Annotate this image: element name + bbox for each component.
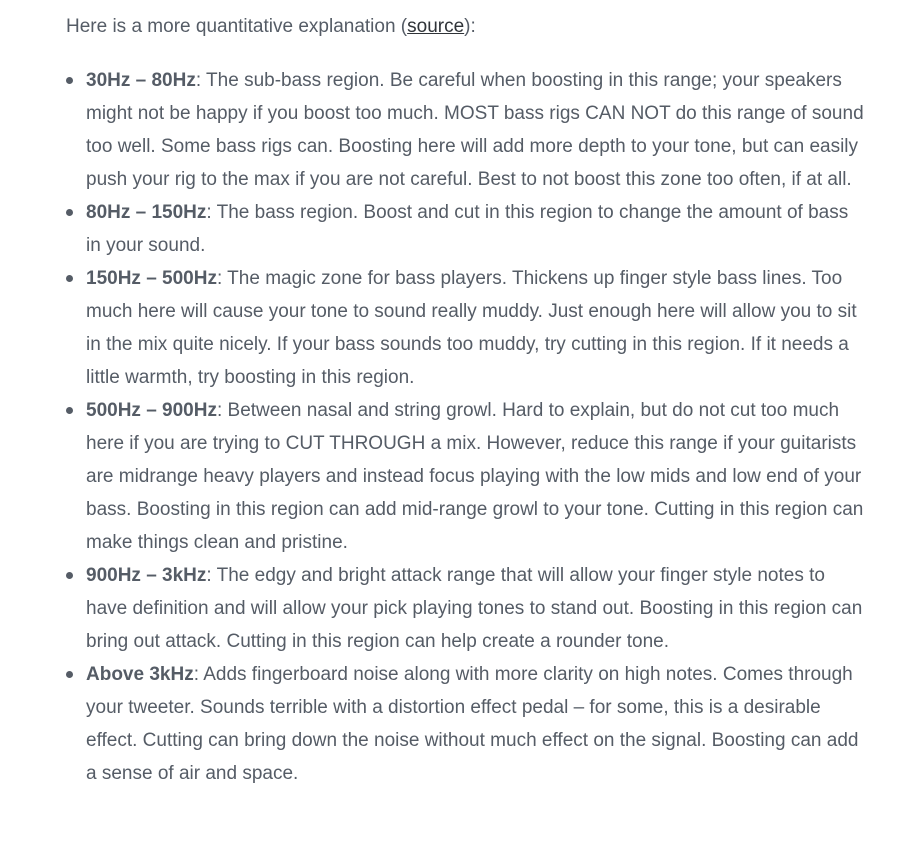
band-range-label: 500Hz – 900Hz [86,400,217,421]
list-item-band-500-900hz [66,394,866,559]
list-item-band-30-80hz [66,64,866,196]
source-link[interactable]: source [407,16,465,37]
bullet-icon [66,671,73,678]
band-description: : Between nasal and string growl. Hard to explain, but do not cut too much here if you are trying to CUT THROUGH a mix. However, reduce this range if your guitarists are midrange heavy players and instead focus playing with the low mids and low end of your bass. Boosting in this region can add mid-range growl to your tone. Cutting in this region can make things clean and pristine. [86,400,864,553]
intro-text-after: ): [464,16,476,37]
list-item-band-900hz-3khz [66,559,866,658]
intro-text-before: Here is a more quantitative explanation ( [66,16,408,37]
band-range-label: 80Hz – 150Hz [86,202,207,223]
bullet-icon [66,209,73,216]
bullet-icon [66,407,73,414]
band-description: : The sub-bass region. Be careful when boosting in this range; your speakers might not be happy if you boost too much. MOST bass rigs CAN NOT do this range of sound too well. Some bass rigs can. Boosting here will add more depth to your tone, but can easily push your rig to the max if you are not careful. Best to not boost this zone too often, if at all. [86,70,864,190]
frequency-band-list [66,64,866,790]
bullet-icon [66,77,73,84]
bullet-icon [66,572,73,579]
band-description: : The bass region. Boost and cut in this region to change the amount of bass in your sound. [86,202,849,256]
list-item-band-above-3khz [66,658,866,790]
list-item-band-80-150hz [66,196,866,262]
bullet-icon [66,275,73,282]
intro-paragraph [66,0,866,42]
band-description: : The edgy and bright attack range that will allow your finger style notes to have definition and will allow your pick playing tones to stand out. Boosting in this region can bring out attack. Cutting in this region can help create a rounder tone. [86,565,863,652]
band-range-label: 900Hz – 3kHz [86,565,207,586]
band-description: : Adds fingerboard noise along with more clarity on high notes. Comes through your tweeter. Sounds terrible with a distortion effect pedal – for some, this is a desirable effect. Cutting can bring down the noise without much effect on the signal. Boosting can add a sense of air and space. [86,664,859,784]
band-description: : The magic zone for bass players. Thickens up finger style bass lines. Too much here will cause your tone to sound really muddy. Just enough here will allow you to sit in the mix quite nicely. If your bass sounds too muddy, try cutting in this region. If it needs a little warmth, try boosting in this region. [86,268,857,388]
list-item-band-150-500hz [66,262,866,394]
article-content [66,0,866,790]
band-range-label: Above 3kHz [86,664,194,685]
band-range-label: 150Hz – 500Hz [86,268,217,289]
band-range-label: 30Hz – 80Hz [86,70,196,91]
